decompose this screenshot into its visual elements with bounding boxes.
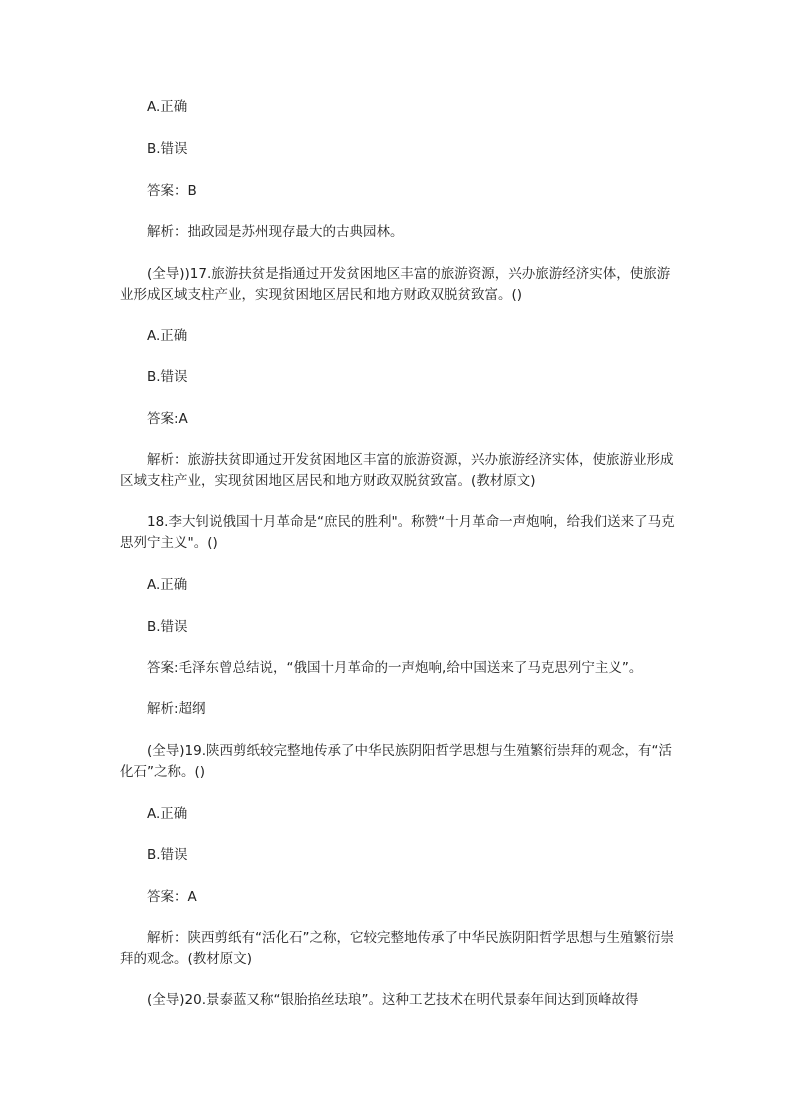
question-19: (全导)19.陕西剪纸较完整地传承了中华民族阴阳哲学思想与生殖繁衍崇拜的观念，有“活化石”之称。() <box>120 743 672 780</box>
answer: 答案:A <box>147 411 188 427</box>
answer: 答案:毛泽东曾总结说，“俄国十月革命的一声炮响,给中国送来了马克思列宁主义”。 <box>147 660 643 676</box>
answer: 答案：A <box>147 889 197 905</box>
explanation: 解析：旅游扶贫即通过开发贫困地区丰富的旅游资源，兴办旅游经济实体，使旅游业形成区域支柱产业，实现贫困地区居民和地方财政双脱贫致富。(教材原文) <box>120 452 674 489</box>
option-b: B.错误 <box>147 619 188 635</box>
option-a: A.正确 <box>147 328 188 344</box>
answer: 答案：B <box>147 183 197 199</box>
explanation: 解析：拙政园是苏州现存最大的古典园林。 <box>147 224 404 240</box>
option-a: A.正确 <box>147 806 188 822</box>
option-b: B.错误 <box>147 141 188 157</box>
option-b: B.错误 <box>147 847 188 863</box>
question-17: (全导))17.旅游扶贫是指通过开发贫困地区丰富的旅游资源，兴办旅游经济实体，使旅游业形成区域支柱产业，实现贫困地区居民和地方财政双脱贫致富。() <box>120 266 671 303</box>
question-20: (全导)20.景泰蓝又称“银胎掐丝珐琅”。这种工艺技术在明代景泰年间达到顶峰故得 <box>147 992 639 1008</box>
question-18: 18.李大钊说俄国十月革命是“庶民的胜利"。称赞“十月革命一声炮响，给我们送来了马克思列宁主义"。() <box>120 514 675 551</box>
explanation: 解析:超纲 <box>147 701 206 717</box>
option-b: B.错误 <box>147 369 188 385</box>
explanation: 解析：陕西剪纸有“活化石”之称，它较完整地传承了中华民族阴阳哲学思想与生殖繁衍崇拜的观念。(教材原文) <box>120 930 674 967</box>
option-a: A.正确 <box>147 577 188 593</box>
option-a: A.正确 <box>147 99 188 115</box>
